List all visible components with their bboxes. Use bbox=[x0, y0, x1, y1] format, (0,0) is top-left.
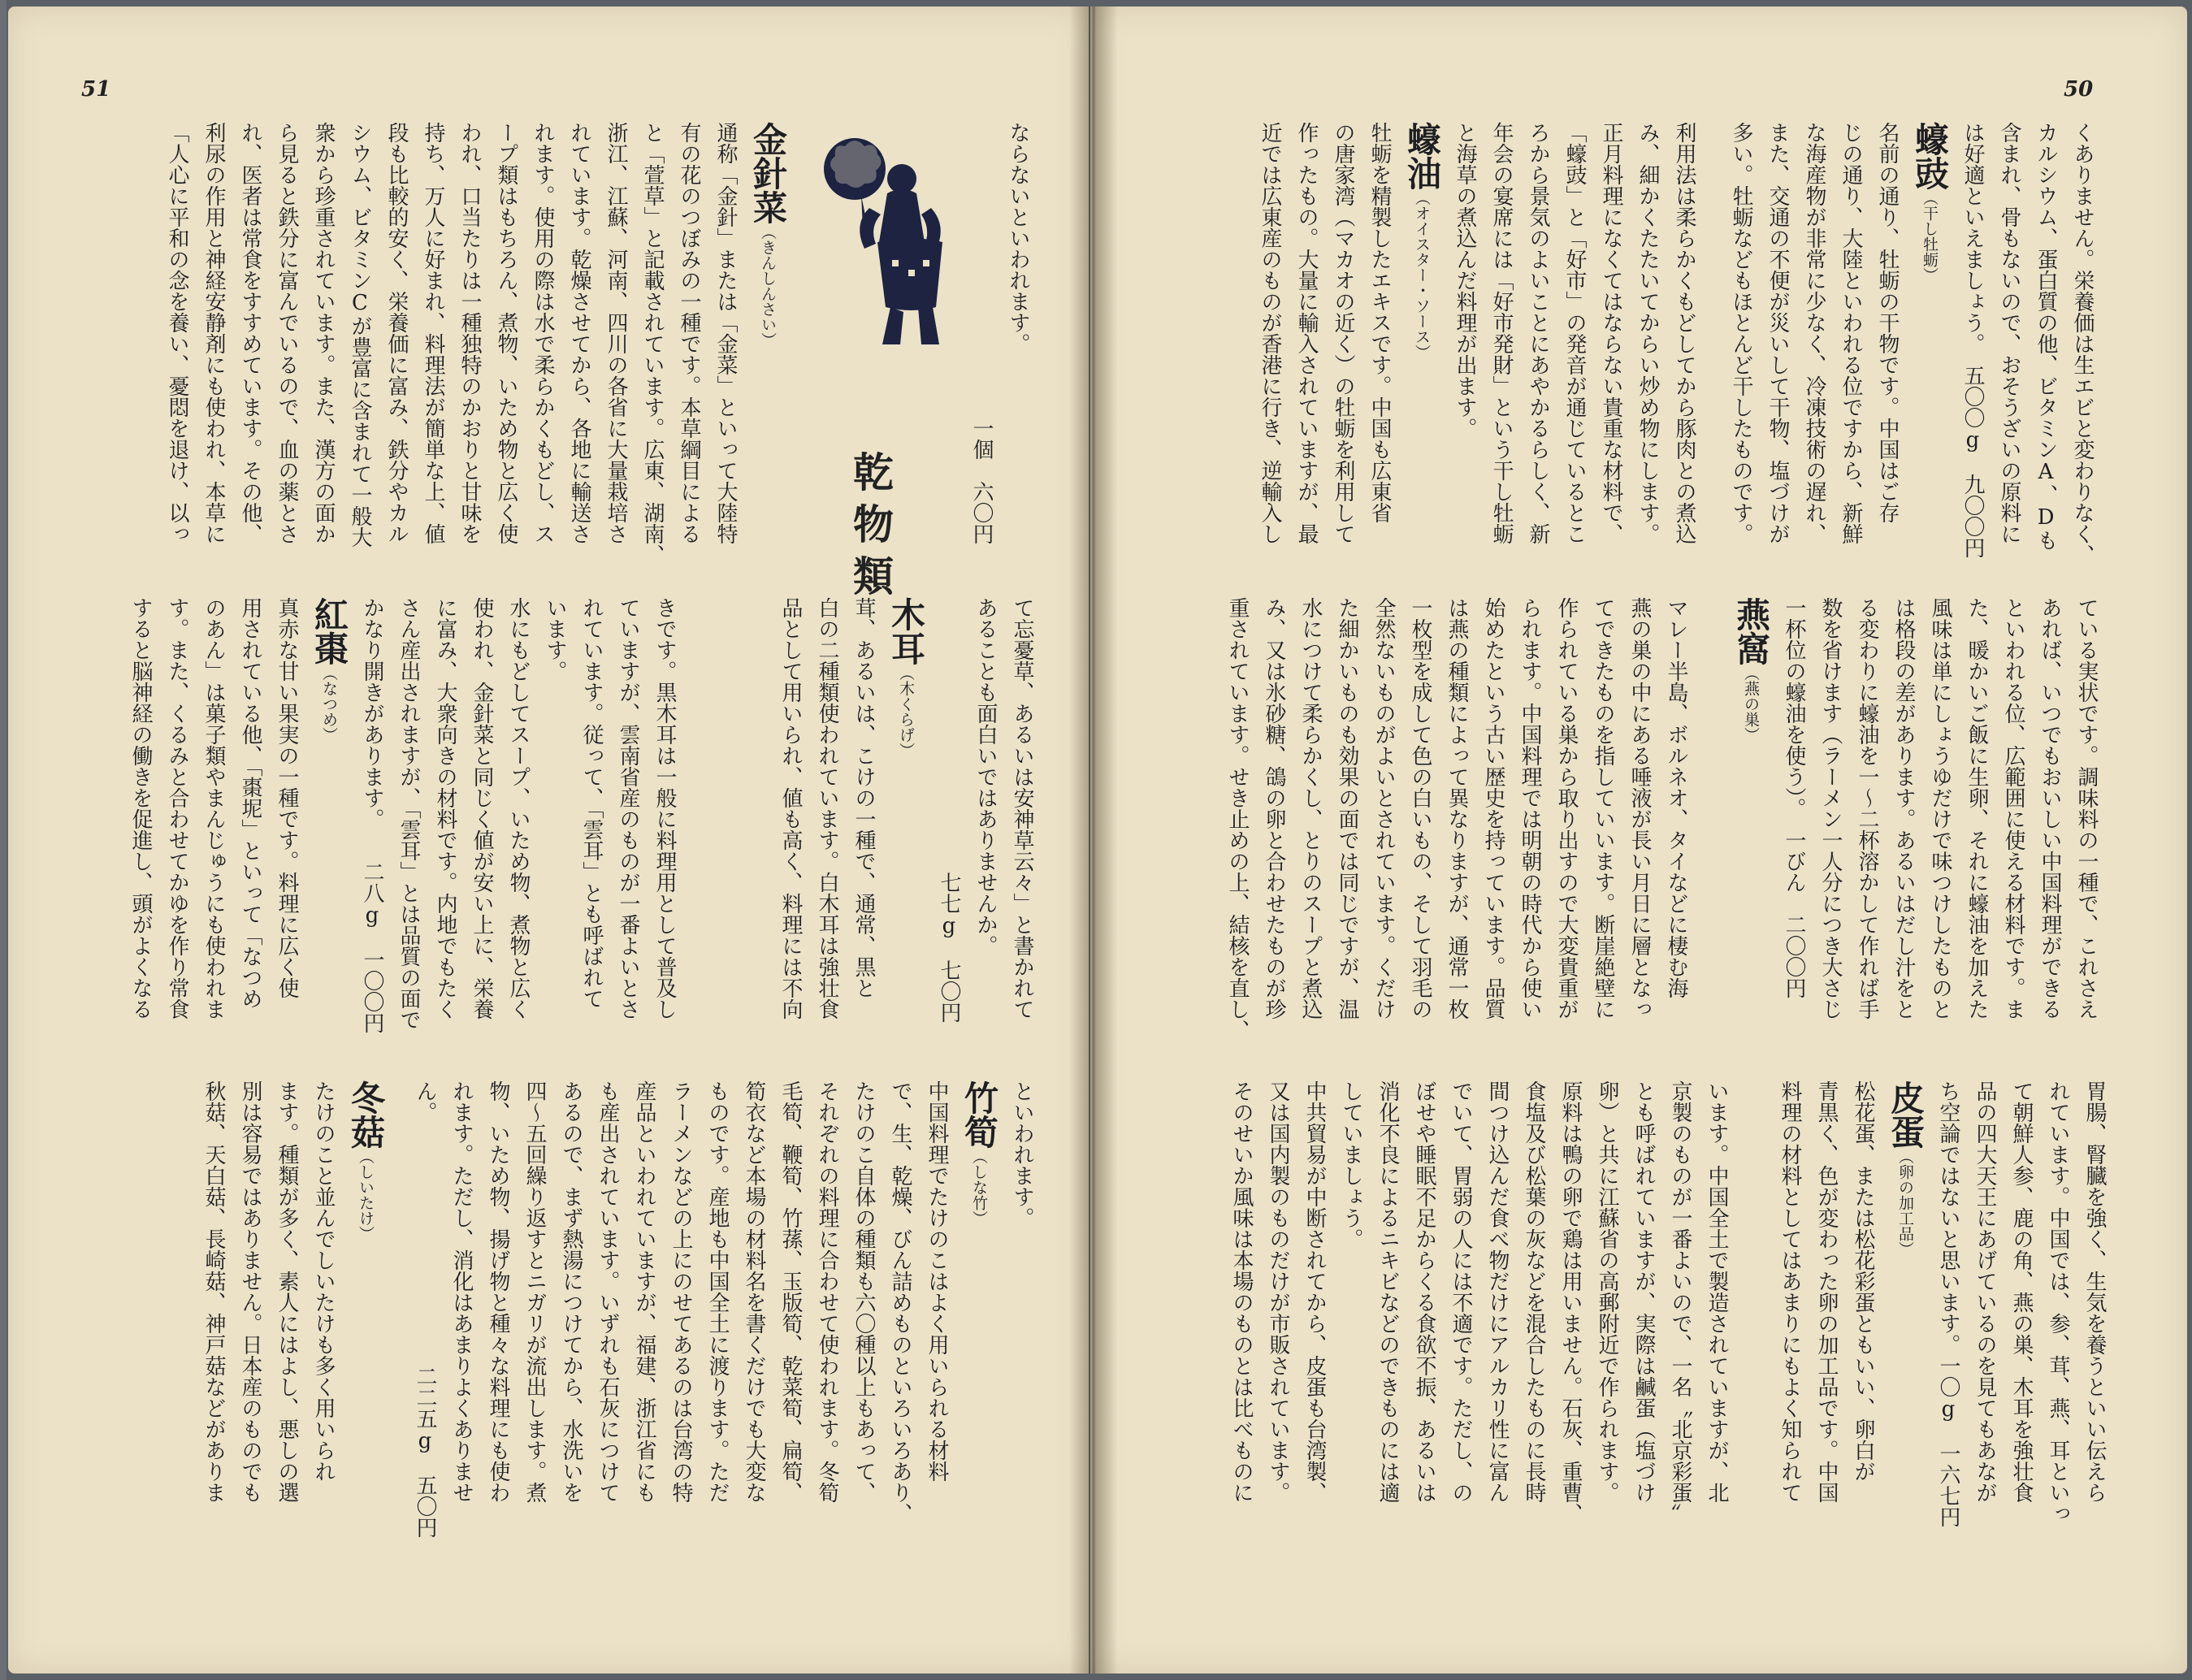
text-line: 青黒く、色が変わった卵の加工品です。中国 bbox=[1814, 1080, 1839, 1503]
entry-hongzao bbox=[122, 597, 353, 1064]
text-line: 近では広東産のものが香港に行き、逆輸入し bbox=[1258, 122, 1282, 544]
right-tier3-column bbox=[1739, 1080, 2112, 1592]
text-line: そのせいか風味は本場のものとは比べものに bbox=[1229, 1080, 1254, 1503]
entry-title-hongzao: 紅棗（なつめ） bbox=[310, 597, 349, 743]
text-line: れています。中国では、参、茸、燕、耳といっ bbox=[2046, 1080, 2070, 1524]
text-line: は燕の種類によって異なりますが、通常一枚 bbox=[1445, 597, 1469, 1020]
text-line: 名前の通り、牡蛎の干物です。中国はご存 bbox=[1875, 122, 1900, 523]
text-line: で、生、乾燥、びん詰めものといろいろあり、 bbox=[888, 1080, 912, 1524]
text-line: ものです。産地も中国全土に渡ります。ただ bbox=[705, 1080, 730, 1503]
text-line: 始めたという古い歴史を持っています。品質 bbox=[1481, 597, 1505, 1020]
text-line: していましょう。 bbox=[1339, 1080, 1363, 1249]
left-tier3-column bbox=[390, 1080, 1040, 1592]
text-line: れ、医者は常食をすすめています。その他、 bbox=[238, 122, 262, 544]
entry-jinzhencai bbox=[158, 122, 792, 577]
text-line: 利尿の作用と神経安静剤にも使われ、本草に bbox=[201, 122, 226, 544]
entry-muer bbox=[772, 597, 930, 1064]
text-line: 原料は鴨の卵で鶏は用いません。石灰、重曹、 bbox=[1558, 1080, 1583, 1524]
text-line: れています。従って、「雲耳」とも呼ばれて bbox=[579, 597, 604, 1009]
text-line: 食塩及び松葉の灰などを混合したものに長時 bbox=[1522, 1080, 1546, 1503]
text-line: 七七g 七〇円 bbox=[937, 597, 961, 1023]
text-line: 京製のものが一番よいので、一名〝北京彩蛋〟 bbox=[1668, 1080, 1692, 1524]
left-tier3-column-b bbox=[77, 1080, 390, 1592]
text-line: 多い。牡蛎などもほとんど干したものです。 bbox=[1729, 122, 1753, 544]
text-line: も産出されています。いずれも石灰につけて bbox=[596, 1080, 620, 1503]
right-tier2-column bbox=[1706, 597, 2104, 1064]
text-line: 料理の材料としてはあまりにもよく知られて bbox=[1778, 1080, 1802, 1503]
text-line: 燕の巣の中にある唾液が長い月日に層となっ bbox=[1627, 597, 1652, 1020]
text-line: み、又は氷砂糖、鴿の卵と合わせたものが珍 bbox=[1262, 597, 1286, 1020]
text-line: ら見ると鉄分に富んでいるので、血の薬とさ bbox=[275, 122, 299, 544]
entry-title-yanwo: 燕窩（燕の巣） bbox=[1731, 597, 1771, 743]
text-line: また、交通の不便が災いして干物、塩づけが bbox=[1765, 122, 1790, 544]
text-line: て朝鮮人参、鹿の角、燕の巣、木耳を強壮食 bbox=[2009, 1080, 2034, 1503]
text-line: 風味は単にしょうゆだけで味つけしたものと bbox=[1928, 597, 1952, 1020]
text-line: 衆から珍重されています。また、漢方の面か bbox=[311, 122, 336, 544]
text-line: 品の四大天王にあげているのを見てもあなが bbox=[1973, 1080, 1997, 1503]
text-line: 一個 六〇円 bbox=[969, 122, 994, 544]
text-line: 秋菇、天白菇、長崎菇、神戸菇などがありま bbox=[201, 1080, 226, 1503]
text-line: 利用法は柔らかくもどしてから豚肉との煮込 bbox=[1672, 122, 1696, 544]
text-line: たけのこと並んでしいたけも多く用いられ bbox=[311, 1080, 336, 1482]
entry-title-muer: 木耳（木くらげ） bbox=[886, 597, 926, 758]
text-line: 「人心に平和の念を養い、憂悶を退け、以っ bbox=[165, 122, 189, 544]
text-line: ープ類はもちろん、煮物、いため物と広く使 bbox=[494, 122, 518, 544]
text-line: すると脳神経の働きを促進し、頭がよくなる bbox=[128, 597, 153, 1020]
text-line: る変わりに蠔油を一〜二杯溶かして作れば手 bbox=[1855, 597, 1879, 1020]
entry-title-pidan: 皮蛋（卵の加工品） bbox=[1886, 1080, 1926, 1257]
text-line: 別は容易ではありません。日本産のものでも bbox=[238, 1080, 262, 1503]
text-line: とも呼ばれていますが、実際は鹹蛋（塩づけ bbox=[1631, 1080, 1656, 1503]
right-tier1-column bbox=[1702, 122, 2100, 577]
text-line: 真赤な甘い果実の一種です。料理に広く使 bbox=[275, 597, 299, 998]
text-line: れます。ただし、消化はあまりよくありませ bbox=[449, 1080, 474, 1503]
text-line: ている実状です。調味料の一種で、これさえ bbox=[2074, 597, 2099, 1020]
entry-pidan bbox=[1771, 1080, 1930, 1592]
text-line: て忘憂草、あるいは安神草云々」と書かれて bbox=[1010, 597, 1034, 1020]
page-number-left: 51 bbox=[81, 77, 111, 102]
text-line: ろから景気のよいことにあやかるらしく、新 bbox=[1526, 122, 1550, 544]
entry-donggu bbox=[195, 1080, 390, 1592]
text-line: ラーメンなどの上にのせてあるのは台湾の特 bbox=[669, 1080, 693, 1503]
text-line: に富み、大衆向きの材料です。内地でもたく bbox=[433, 597, 457, 1020]
text-line: います。 bbox=[543, 597, 567, 682]
text-line: 消化不良によるニキビなどのできものには適 bbox=[1375, 1080, 1400, 1503]
text-line: 又は国内製のものだけが市販されています。 bbox=[1266, 1080, 1290, 1503]
text-line: 胃腸、腎臓を強く、生気を養うといい伝えら bbox=[2082, 1080, 2107, 1503]
text-line: 中共貿易が中断されてから、皮蛋も台湾製、 bbox=[1302, 1080, 1327, 1503]
text-line: 産品といわれていますが、福建、浙江省にも bbox=[632, 1080, 656, 1503]
entry-title-haoyou: 蠔油（オイスター・ソース） bbox=[1402, 122, 1442, 360]
text-line: のあん」は菓子類やまんじゅうにも使われま bbox=[201, 597, 226, 1020]
text-line: てできたものを指していいます。断崖絶壁に bbox=[1591, 597, 1615, 1020]
text-line: われ、口当たりは一種独特のかおりと甘味を bbox=[457, 122, 482, 544]
text-line: それぞれの料理に合わせて使われます。冬筍 bbox=[815, 1080, 839, 1503]
left-tier1-column bbox=[77, 122, 792, 577]
text-line: ん。 二二五g 五〇円 bbox=[413, 1080, 437, 1538]
text-line: 浙江、江蘇、河南、四川の各省に大量栽培さ bbox=[604, 122, 628, 544]
text-line: 重されています。せき止めの上、結核を直し、 bbox=[1225, 597, 1250, 1041]
text-line: ていますが、雲南省産のものが一番よいとさ bbox=[616, 597, 640, 1020]
text-line: 松花蛋、または松花彩蛋ともいい、卵白が bbox=[1851, 1080, 1875, 1482]
right-tier3-column-b bbox=[1166, 1080, 1735, 1592]
right-tier1-column-b bbox=[1166, 122, 1702, 577]
text-line: シウム、ビタミンCが豊富に含まれて一般大 bbox=[348, 122, 372, 548]
text-line: 毛筍、鞭筍、竹蓀、玉版筍、乾菜筍、扁筍、 bbox=[778, 1080, 803, 1503]
text-line: れます。使用の際は水で柔らかくもどし、ス bbox=[531, 122, 555, 544]
entry-haoyou bbox=[1251, 122, 1446, 577]
text-line: たけのこ自体の種類も六〇種以上もあって、 bbox=[851, 1080, 876, 1503]
text-line: は好適といえましょう。 五〇〇g 九〇〇円 bbox=[1960, 122, 1985, 558]
text-line: マレー半島、ボルネオ、タイなどに棲む海 bbox=[1664, 597, 1688, 998]
text-line: 白の二種類使われています。白木耳は強壮食 bbox=[815, 597, 839, 1020]
text-line: た細かいものも効果の面では同じですが、温 bbox=[1335, 597, 1359, 1020]
text-line: じの通り、大陸といわれる位ですから、新鮮 bbox=[1839, 122, 1863, 544]
text-line: 数を省けます（ラーメン一人分につき大さじ bbox=[1818, 597, 1843, 1020]
text-line: 作ったもの。大量に輸入されていますが、最 bbox=[1294, 122, 1319, 544]
text-line: 一枚型を成して色の白いもの、そして羽毛の bbox=[1408, 597, 1432, 1020]
papercut-figure-illustration bbox=[812, 130, 951, 357]
text-line: と「萱草」と記載されています。広東、湖南、 bbox=[640, 122, 665, 565]
text-line: 「蠔豉」と「好市」の発音が通じているとこ bbox=[1562, 122, 1587, 544]
text-line: と海草の煮込んだ料理が出ます。 bbox=[1453, 122, 1477, 439]
text-line: 品として用いられ、値も高く、料理には不向 bbox=[778, 597, 803, 1020]
text-block-shrimp-end bbox=[1954, 122, 2100, 577]
page-number-right: 50 bbox=[2064, 77, 2094, 102]
text-line: カルシウム、蛋白質の他、ビタミンA、Dも bbox=[2034, 122, 2058, 551]
text-line: あれば、いつでもおいしい中国料理ができる bbox=[2038, 597, 2062, 1020]
left-tier2-column-b bbox=[77, 597, 682, 1064]
text-line: きです。黒木耳は一般に料理用として普及し bbox=[652, 597, 677, 1020]
left-tier1-column-right bbox=[963, 122, 1036, 577]
text-line: は格段の差があります。あるいはだし汁をと bbox=[1891, 597, 1916, 1020]
text-line: 茸、あるいは、こけの一種で、通常、黒と bbox=[851, 597, 876, 998]
text-line: られます。中国料理では明朝の時代から使い bbox=[1518, 597, 1542, 1020]
text-line: あることも面白いではありませんか。 bbox=[973, 597, 998, 956]
text-line: といわれる位、広範囲に使える材料です。ま bbox=[2001, 597, 2025, 1020]
text-line: 有の花のつぼみの一種です。本草綱目による bbox=[677, 122, 701, 544]
text-line: 筍衣など本場の材料名を書くだけでも大変な bbox=[742, 1080, 766, 1503]
text-line: す。また、くるみと合わせてかゆを作り常食 bbox=[165, 597, 189, 1020]
text-line: といわれます。 bbox=[1010, 1080, 1034, 1228]
text-line: います。中国全土で製造されていますが、北 bbox=[1705, 1080, 1729, 1503]
text-line: 正月料理になくてはならない貴重な材料で、 bbox=[1599, 122, 1623, 544]
text-line: かなり開きがあります。 二八g 一〇〇円 bbox=[360, 597, 384, 1033]
text-line: の唐家湾（マカオの近く）の牡蛎を利用して bbox=[1331, 122, 1355, 544]
text-line: な海産物が非常に少なく、冷凍技術の遅れ、 bbox=[1802, 122, 1826, 544]
text-line: 含まれ、骨もないので、おそうざいの原料に bbox=[1997, 122, 2021, 544]
text-line: 用されている他、「棗坭」といって「なつめ bbox=[238, 597, 262, 1009]
text-line: さん産出されますが、「雲耳」とは品質の面で bbox=[396, 597, 421, 1030]
entry-haochi bbox=[1722, 122, 1954, 577]
text-line: た、暖かいご飯に生卵、それに蠔油を加えた bbox=[1965, 597, 1989, 1020]
text-line: ならないといわれます。 bbox=[1006, 122, 1030, 354]
text-line: 物、いため物、揚げ物と種々な料理にも使わ bbox=[486, 1080, 510, 1503]
entry-yanwo bbox=[1726, 597, 1775, 1064]
text-line: ち空論ではないと思います。一〇g 一六七円 bbox=[1936, 1080, 1960, 1527]
text-line: 間つけ込んだ食べ物だけにアルカリ性に富ん bbox=[1485, 1080, 1510, 1503]
text-line: 一杯位の蠔油を使う）。 一びん 二〇〇円 bbox=[1782, 597, 1806, 998]
text-line: 四〜五回繰り返すとニガリが流出します。煮 bbox=[522, 1080, 547, 1503]
right-tier2-column-b bbox=[1166, 597, 1694, 1064]
text-line: 使われ、金針菜と同じく値が安い上に、栄養 bbox=[470, 597, 494, 1020]
text-line: 作られている巣から取り出すので大変貴重が bbox=[1554, 597, 1579, 1020]
text-line: れています。乾燥させてから、各地に輸送さ bbox=[567, 122, 591, 544]
entry-zhusun bbox=[406, 1080, 1003, 1592]
text-line: 通称「金針」または「金菜」といって大陸特 bbox=[713, 122, 738, 544]
text-line: 持ち、万人に好まれ、料理法が簡単な上、値 bbox=[421, 122, 445, 544]
text-line: 卵）と共に江蘇省の高郵附近で作られます。 bbox=[1595, 1080, 1619, 1503]
entry-title-zhusun: 竹筍（しな竹） bbox=[960, 1080, 999, 1226]
text-line: ます。種類が多く、素人にはよし、悪しの選 bbox=[275, 1080, 299, 1503]
text-line: くありません。栄養価は生エビと変わりなく、 bbox=[2070, 122, 2095, 565]
section-title-dried-goods: 乾物類 bbox=[847, 451, 895, 607]
entry-title-haochi: 蠔豉（干し牡蛎） bbox=[1910, 122, 1950, 283]
entry-title-donggu: 冬菇（しいたけ） bbox=[346, 1080, 386, 1241]
text-line: 段も比較的安く、栄養価に富み、鉄分やカル bbox=[384, 122, 409, 544]
text-line: あるので、まず熱湯につけてから、水洗いを bbox=[559, 1080, 583, 1503]
left-tier2-column bbox=[682, 597, 1040, 1064]
text-line: 牡蛎を精製したエキスです。中国も広東省 bbox=[1367, 122, 1392, 523]
text-line: ぼせや睡眠不足からくる食欲不振、あるいは bbox=[1412, 1080, 1436, 1503]
entry-title-jinzhencai: 金針菜（きんしんさい） bbox=[748, 122, 788, 348]
text-line: 年会の宴席には「好市発財」という干し牡蛎 bbox=[1489, 122, 1514, 544]
text-line: み、細かくたたいてからい炒め物にします。 bbox=[1635, 122, 1660, 544]
text-line: 全然ないものがよいとされています。くだけ bbox=[1371, 597, 1396, 1020]
text-line: 水にもどしてスープ、いため物、煮物と広く bbox=[506, 597, 531, 1020]
text-line: でいて、胃弱の人には不適です。ただし、の bbox=[1449, 1080, 1473, 1503]
text-line: 水につけて柔らかくし、とりのスープと煮込 bbox=[1298, 597, 1323, 1020]
text-line: 中国料理でたけのこはよく用いられる材料 bbox=[925, 1080, 949, 1482]
